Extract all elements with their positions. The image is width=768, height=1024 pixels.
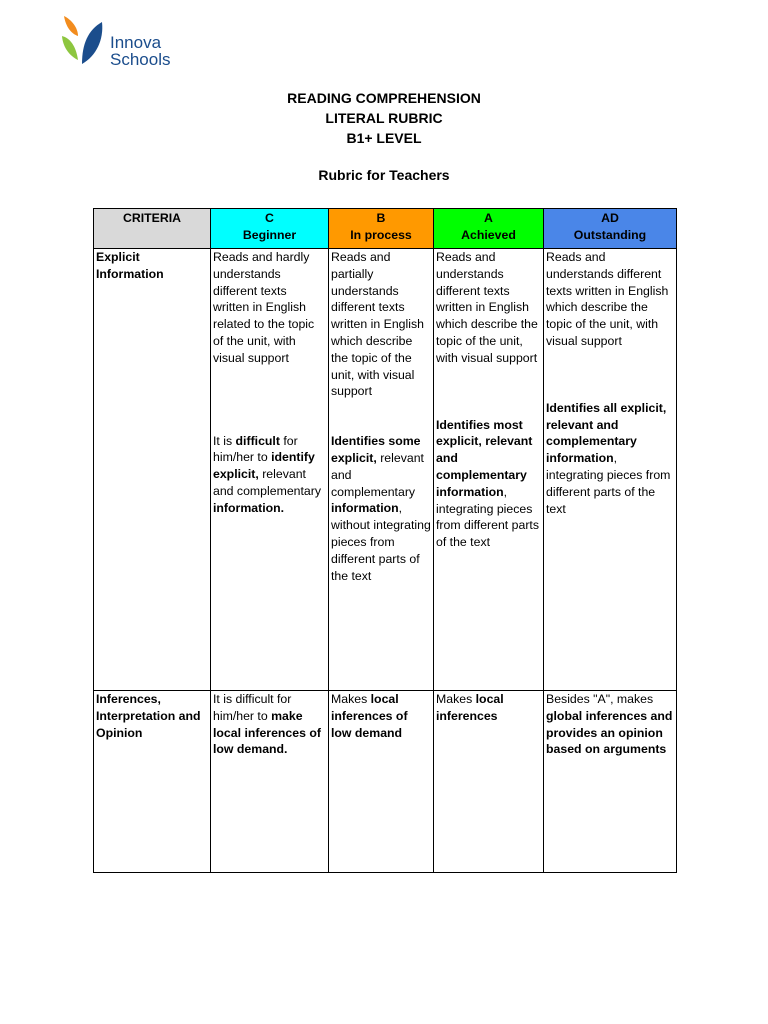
- inferences-ad-cell: Besides "A", makes global inferences and provides an opinion based on arguments: [544, 691, 677, 873]
- grade-ad-letter: AD: [601, 211, 619, 225]
- grade-a-letter: A: [484, 211, 493, 225]
- leaf-logo-icon: [60, 14, 108, 74]
- logo-text-line1: Innova: [110, 33, 162, 52]
- explicit-info-b-reading: Reads and partially understands different texts written in English which describe the topic of the unit, with visual support: [331, 250, 424, 399]
- explicit-info-c-reading: Reads and hardly understands different texts written in English related to the topic of the unit, with visual support: [213, 250, 315, 365]
- grade-ad-label: Outstanding: [573, 228, 647, 242]
- title-line-1: READING COMPREHENSION: [287, 90, 481, 106]
- criteria-explicit-information: Explicit Information: [94, 249, 211, 691]
- explicit-info-a-identify: Identifies most explicit, relevant and complementary information, integrating pieces from different parts of the text: [436, 417, 539, 550]
- innova-schools-logo: [60, 14, 190, 74]
- explicit-information-row: [94, 249, 677, 691]
- document-title: [0, 88, 768, 148]
- grade-a-header: [434, 209, 544, 249]
- explicit-info-a-reading: Reads and understands different texts written in English which describe the topic of the unit, with visual support: [436, 250, 538, 365]
- grade-c-letter: C: [265, 211, 274, 225]
- grade-b-letter: B: [376, 211, 386, 225]
- grade-b-header: [329, 209, 434, 249]
- explicit-info-c-cell: [211, 249, 329, 691]
- grade-b-label: In process: [350, 228, 412, 242]
- criteria-inferences: Inferences, Interpretation and Opinion: [94, 691, 211, 873]
- criteria-header: CRITERIA: [94, 209, 211, 249]
- explicit-info-ad-identify: Identifies all explicit, relevant and complementary information, integrating pieces from different parts of the text: [546, 400, 671, 516]
- explicit-info-c-identify: It is difficult for him/her to identify explicit, relevant and complementary information.: [213, 433, 321, 515]
- logo-text-line2: Schools: [110, 50, 171, 69]
- explicit-info-ad-reading: Reads and understands different texts written in English which describe the topic of the unit, with visual support: [546, 250, 669, 348]
- rubric-table: [93, 208, 677, 873]
- explicit-info-a-cell: [434, 249, 544, 691]
- grade-a-label: Achieved: [461, 228, 516, 242]
- grade-c-header: [211, 209, 329, 249]
- inferences-b-cell: Makes local inferences of low demand: [329, 691, 434, 873]
- explicit-info-b-identify: Identifies some explicit, relevant and complementary information, without integrating pieces from different parts of the text: [331, 434, 431, 583]
- explicit-info-b-cell: [329, 249, 434, 691]
- title-line-3: B1+ LEVEL: [346, 130, 422, 146]
- title-line-2: LITERAL RUBRIC: [325, 110, 443, 126]
- explicit-info-ad-cell: [544, 249, 677, 691]
- inferences-c-cell: It is difficult for him/her to make local inferences of low demand.: [211, 691, 329, 873]
- inferences-a-cell: Makes local inferences: [434, 691, 544, 873]
- header-row: [94, 209, 677, 249]
- rubric-subtitle: Rubric for Teachers: [318, 167, 450, 183]
- grade-ad-header: [544, 209, 677, 249]
- inferences-row: [94, 691, 677, 873]
- grade-c-label: Beginner: [242, 228, 297, 242]
